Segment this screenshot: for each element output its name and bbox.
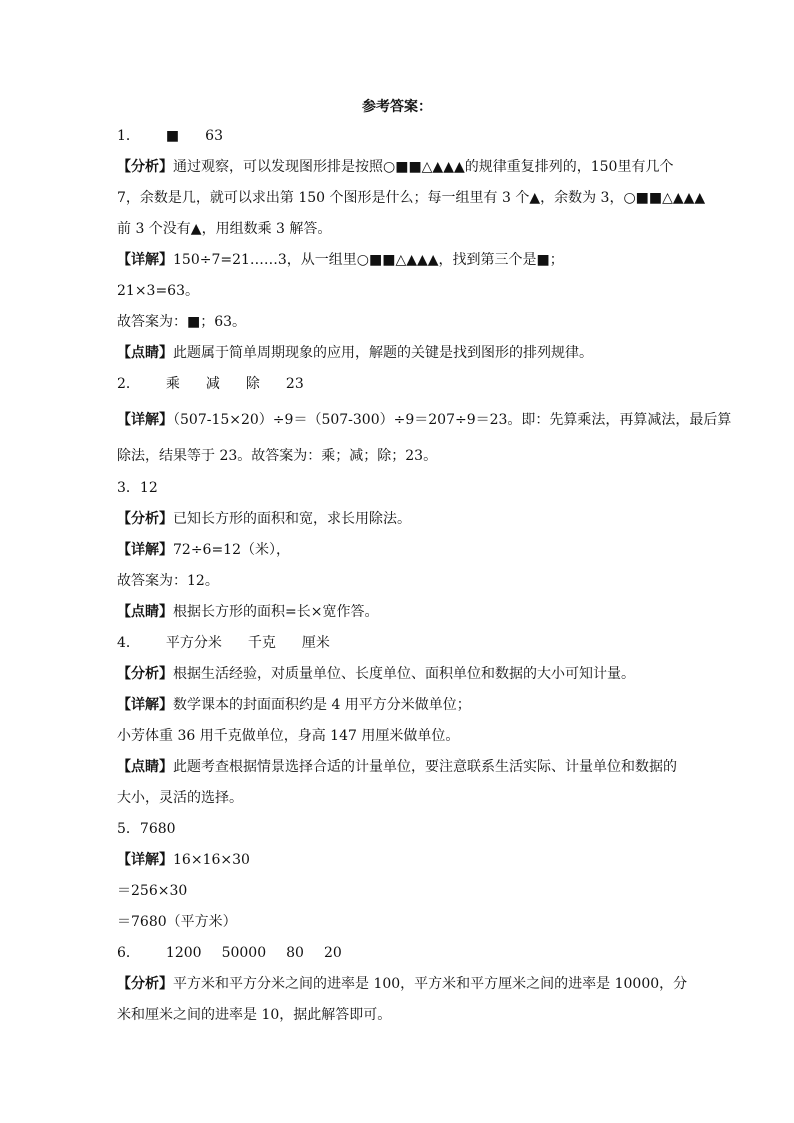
- analysis-tag: 【分析】: [117, 511, 173, 527]
- q1-detail-text-2: 21×3=63。: [117, 283, 199, 299]
- q2-detail-text-2: 除法，结果等于 23。故答案为：乘；减；除；23。: [117, 448, 438, 464]
- q2-detail-text-1: （507-15×20）÷9＝（507-300）÷9＝207÷9＝23。即：先算乘法，再算减法，最后算: [173, 412, 732, 428]
- q2-answer-1: 乘: [165, 376, 180, 392]
- q6-answer-line: [117, 943, 717, 963]
- detail-tag: 【详解】: [117, 252, 173, 268]
- q5-answer-line: [117, 819, 717, 839]
- q6-answer-4: 20: [323, 945, 342, 961]
- q5-detail-text-2: ＝256×30: [117, 883, 188, 899]
- q4-number: 4．: [117, 635, 140, 651]
- q1-analysis-text-1: 通过观察，可以发现图形排是按照○■■△▲▲▲的规律重复排列的，150里有几个: [173, 159, 674, 175]
- q1-point-text-1: 此题属于简单周期现象的应用，解题的关键是找到图形的排列规律。: [173, 345, 593, 361]
- q3-point: [117, 602, 717, 622]
- q1-detail-text-1: 150÷7=21……3，从一组里○■■△▲▲▲，找到第三个是■；: [173, 252, 564, 268]
- q5-detail-text-3: ＝7680（平方米）: [117, 914, 237, 930]
- analysis-tag: 【分析】: [117, 159, 173, 175]
- analysis-tag: 【分析】: [117, 976, 173, 992]
- q3-analysis-text-1: 已知长方形的面积和宽，求长用除法。: [173, 511, 411, 527]
- q3-analysis: [117, 509, 717, 529]
- q6-answer-1: 1200: [165, 945, 202, 961]
- q4-detail: [117, 695, 717, 715]
- detail-tag: 【详解】: [117, 852, 173, 868]
- q2-answer-2: 减: [205, 376, 220, 392]
- q1-number: 1．: [117, 128, 140, 144]
- q1-answer-2: 63: [205, 128, 223, 144]
- q2-answer-line: [117, 374, 717, 394]
- q4-analysis-text-1: 根据生活经验，对质量单位、长度单位、面积单位和数据的大小可知计量。: [173, 666, 635, 682]
- q4-answer-1: 平方分米: [165, 635, 222, 651]
- q3-detail: [117, 540, 717, 560]
- q5-number: 5．: [117, 821, 140, 837]
- q4-detail-text-1: 数学课本的封面面积约是 4 用平方分米做单位；: [173, 697, 471, 713]
- page-title: 参考答案：: [362, 99, 432, 115]
- q6-number: 6．: [117, 945, 140, 961]
- detail-tag: 【详解】: [117, 697, 173, 713]
- detail-tag: 【详解】: [117, 412, 173, 428]
- q5-detail: [117, 850, 717, 870]
- q3-detail-text-2: 故答案为：12。: [117, 573, 219, 589]
- q2-answer-4: 23: [285, 376, 304, 392]
- point-tag: 【点睛】: [117, 759, 173, 775]
- q4-point-text-2: 大小，灵活的选择。: [117, 790, 243, 806]
- q6-answer-3: 80: [286, 945, 304, 961]
- q2-number: 2．: [117, 376, 140, 392]
- q6-analysis-text-1: 平方米和平方分米之间的进率是 100，平方米和平方厘米之间的进率是 10000，分: [173, 976, 688, 992]
- q3-point-text-1: 根据长方形的面积=长×宽作答。: [173, 604, 379, 620]
- q6-analysis-text-2: 米和厘米之间的进率是 10，据此解答即可。: [117, 1007, 392, 1023]
- q4-answer-2: 千克: [247, 635, 276, 651]
- q5-detail-text-1: 16×16×30: [173, 852, 250, 868]
- q4-detail-text-2: 小芳体重 36 用千克做单位，身高 147 用厘米做单位。: [117, 728, 460, 744]
- q1-analysis-text-2: 7，余数是几，就可以求出第 150 个图形是什么；每一组里有 3 个▲，余数为 3，○■■△▲▲▲: [117, 190, 706, 206]
- q6-analysis: [117, 974, 717, 994]
- point-tag: 【点睛】: [117, 345, 173, 361]
- q2-answer-3: 除: [245, 376, 260, 392]
- q4-answer-line: [117, 633, 717, 653]
- q3-answer-1: 12: [139, 480, 158, 496]
- q4-point-text-1: 此题考查根据情景选择合适的计量单位，要注意联系生活实际、计量单位和数据的: [173, 759, 677, 775]
- q1-detail: [117, 250, 717, 270]
- point-tag: 【点睛】: [117, 604, 173, 620]
- q1-detail-text-3: 故答案为：■；63。: [117, 314, 247, 330]
- q5-answer-1: 7680: [139, 821, 176, 837]
- detail-tag: 【详解】: [117, 542, 173, 558]
- q1-answer-1: ■: [165, 128, 180, 144]
- q1-point: [117, 343, 717, 363]
- q1-analysis-text-3: 前 3 个没有▲，用组数乘 3 解答。: [117, 221, 332, 237]
- q1-analysis: [117, 157, 717, 177]
- q3-number: 3．: [117, 480, 140, 496]
- q6-answer-2: 50000: [221, 945, 267, 961]
- q1-answer-line: [117, 126, 717, 146]
- q2-detail: [117, 410, 732, 430]
- q3-detail-text-1: 72÷6=12（米），: [173, 542, 290, 558]
- q3-answer-line: [117, 478, 717, 498]
- analysis-tag: 【分析】: [117, 666, 173, 682]
- q4-answer-3: 厘米: [301, 635, 330, 651]
- q4-point: [117, 757, 717, 777]
- q4-analysis: [117, 664, 717, 684]
